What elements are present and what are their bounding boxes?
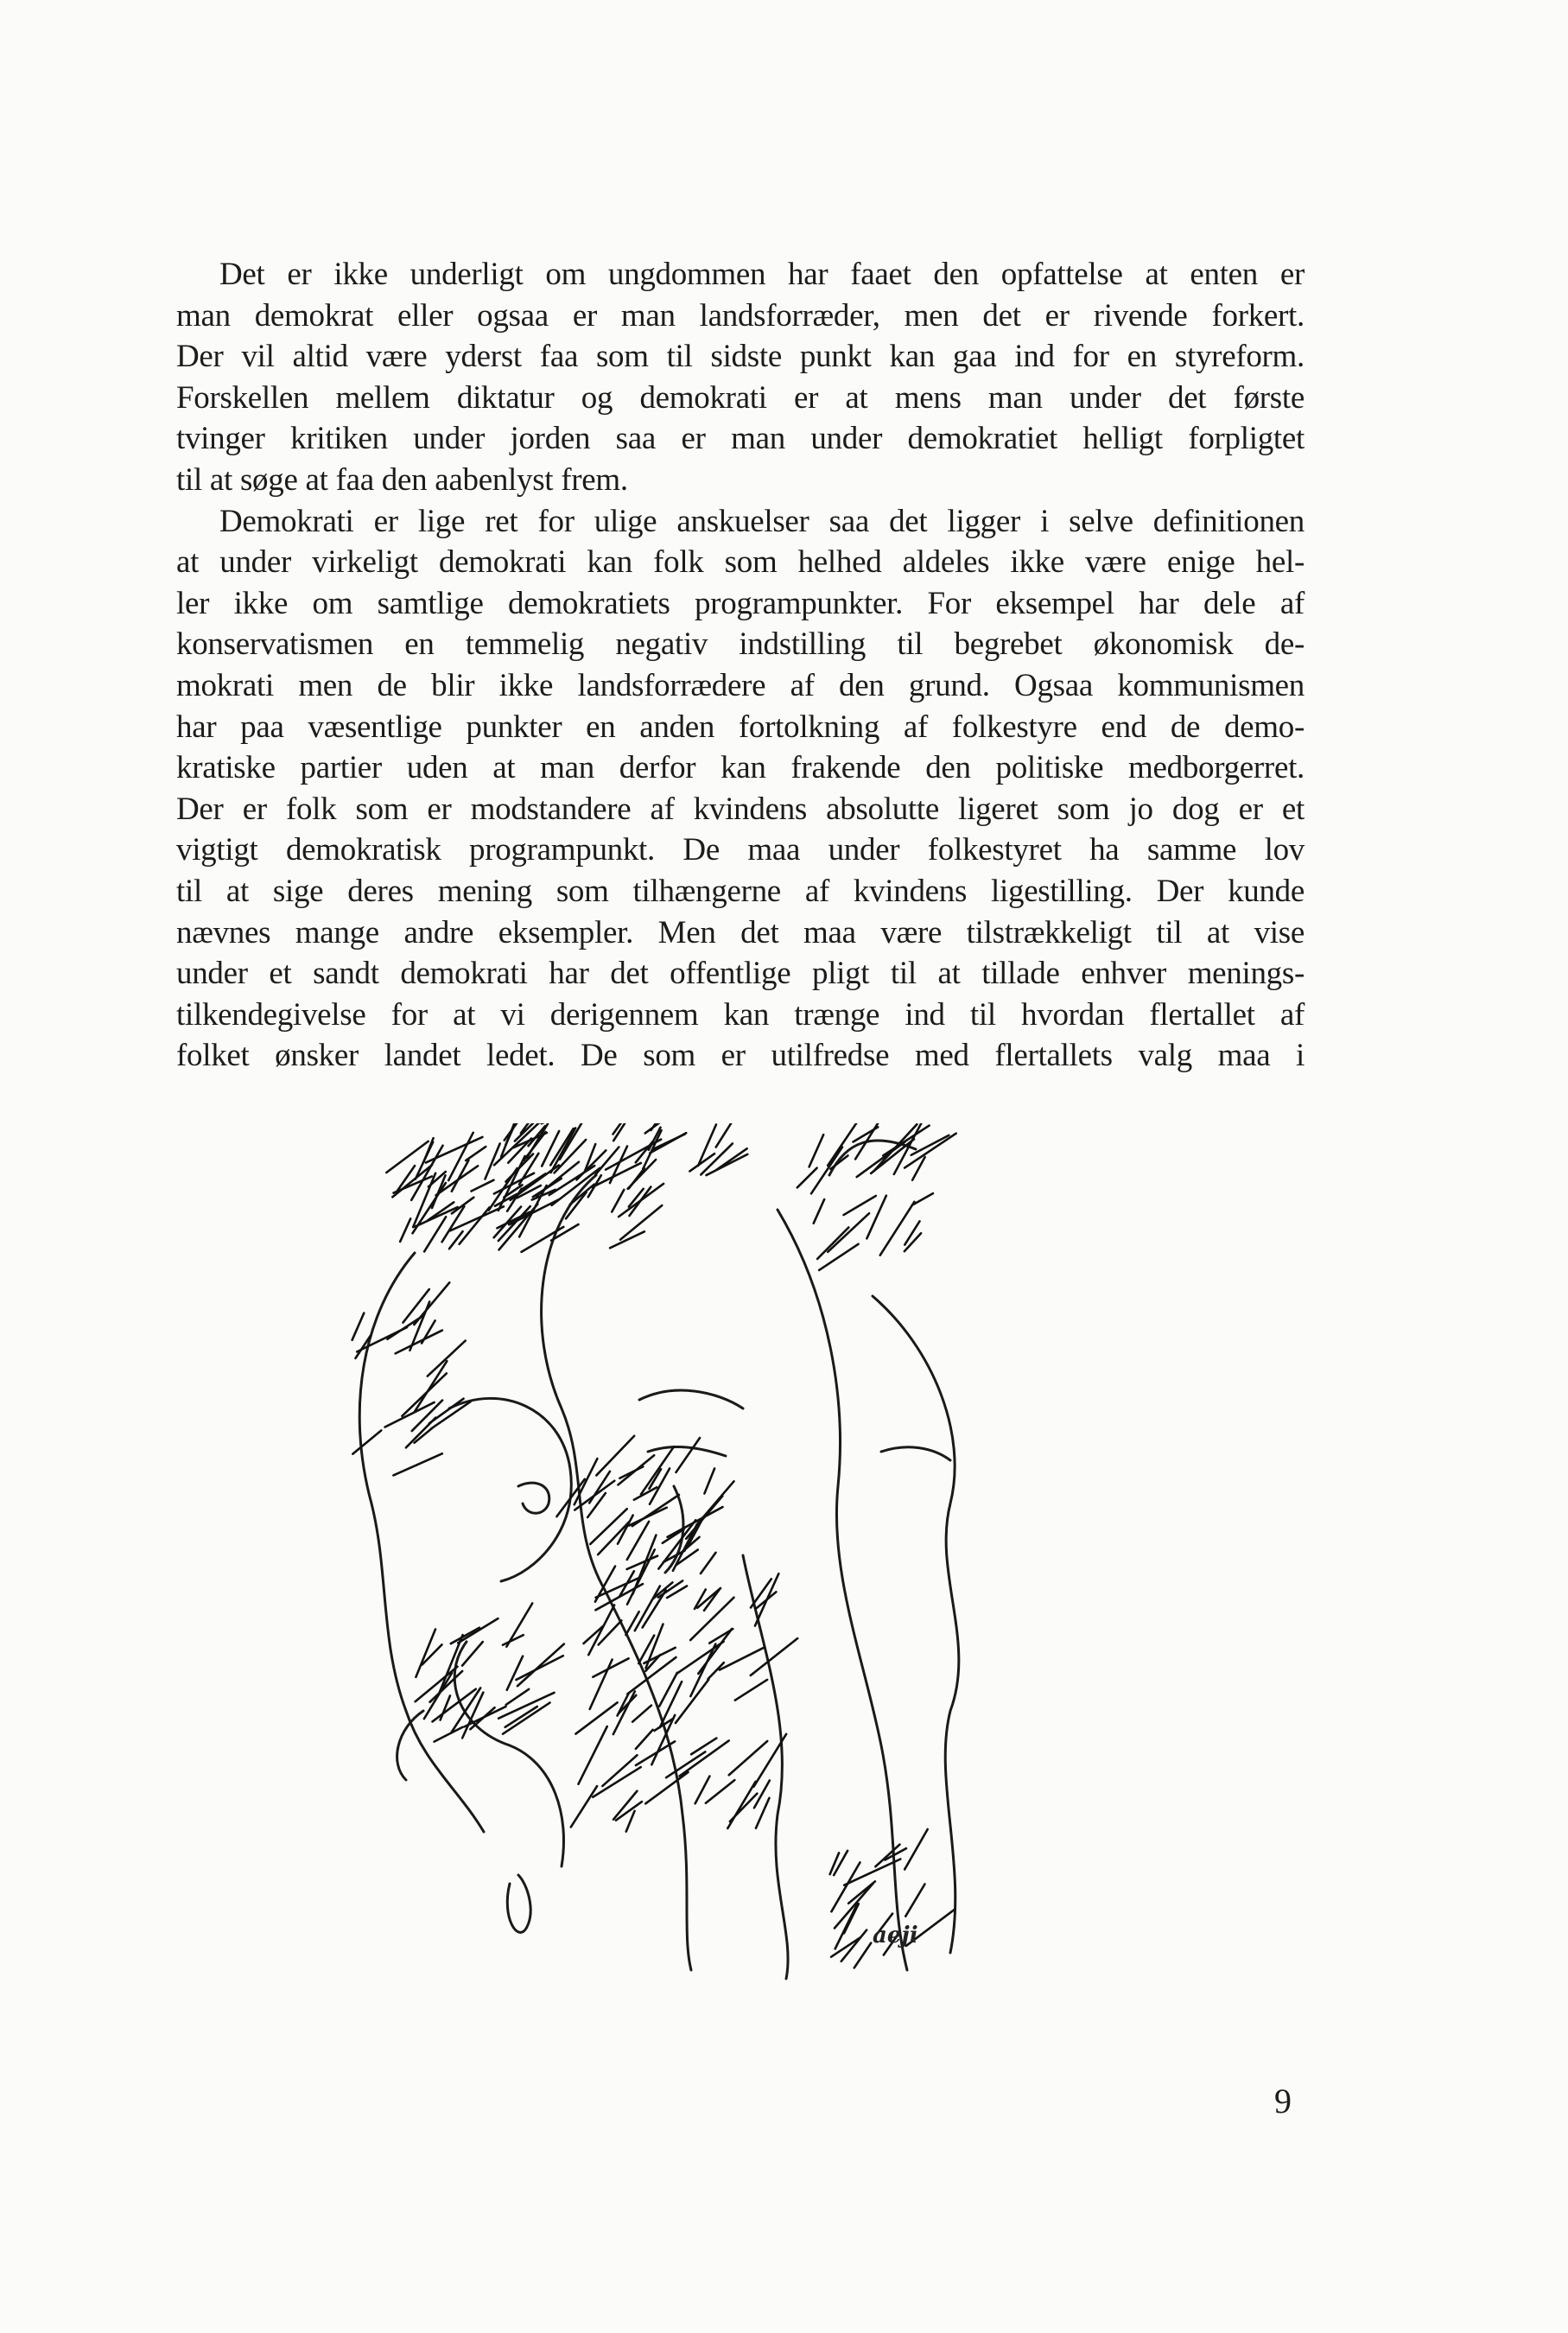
sketch-hatch-stroke-hair-right — [828, 1213, 869, 1252]
sketch-hatch-stroke-beard — [587, 1493, 606, 1517]
sketch-hatch-stroke-beard — [735, 1680, 767, 1700]
sketch-hatch-stroke-shadow — [506, 1689, 529, 1705]
sketch-hatch-stroke-beard — [708, 1662, 723, 1679]
body-text — [176, 254, 1305, 1077]
sketch-hatch-stroke-hair-right — [809, 1135, 824, 1166]
sketch-hatch-stroke-beard — [627, 1522, 649, 1560]
sketch-hatch-stroke-hair — [716, 1123, 733, 1147]
sketch-hatch-stroke-beard — [667, 1586, 687, 1599]
sketch-hatch-stroke-beard — [590, 1660, 613, 1709]
sketch-hatch-stroke-hair — [613, 1123, 638, 1135]
sketch-hatch-stroke-hair — [466, 1147, 486, 1160]
sketch-hatch-stroke-hand — [835, 1883, 873, 1928]
sketch-hatch-stroke-beard — [650, 1468, 670, 1503]
sketch-hatch-stroke-cheek — [393, 1453, 441, 1475]
sketch-hatch-stroke-hair — [550, 1128, 573, 1165]
page-number: 9 — [1274, 2082, 1292, 2120]
sketch-hatch-stroke-beard — [701, 1553, 715, 1573]
sketch-hatch-stroke-cheek — [403, 1289, 429, 1323]
sketch-hatch-stroke-shadow — [517, 1644, 564, 1687]
text-line: mokrati men de blir ikke landsforrædere af den grund. Ogsaa kommunismen — [176, 667, 1305, 703]
sketch-hatch-stroke-cheek — [352, 1430, 381, 1453]
sketch-hatch-stroke-cheek — [428, 1341, 466, 1376]
sketch-hatch-stroke-shadow — [503, 1703, 549, 1734]
sketch-hatch-stroke-beard — [619, 1466, 643, 1478]
sketch-hatch-stroke-beard — [636, 1741, 675, 1765]
sketch-hatch-stroke-hair — [449, 1231, 463, 1249]
sketch-hatch-stroke-cheek — [402, 1373, 446, 1415]
sketch-hatch-stroke-shadow — [435, 1727, 463, 1742]
text-line: ler ikke om samtlige demokratiets programpunkter. For eksempel har dele af — [176, 585, 1305, 621]
sketch-hatch-stroke-hair-right — [913, 1193, 933, 1205]
sketch-hatch-stroke-beard — [632, 1706, 651, 1722]
text-line: under et sandt demokrati har det offentlige pligt til at tillade enhver menings- — [176, 956, 1305, 992]
text-line: Der er folk som er modstandere af kvindens absolutte ligeret som jo dog er et — [176, 791, 1305, 827]
sketch-hatch-stroke-beard — [596, 1436, 634, 1476]
sketch-hatch-stroke-beard — [625, 1611, 638, 1635]
text-line: man demokrat eller ogsaa er man landsforræder, men det er rivende forkert. — [176, 297, 1305, 334]
sketch-hatch-stroke-beard — [599, 1620, 622, 1644]
sketch-hatch-stroke-beard — [636, 1730, 653, 1749]
sketch-hatch-stroke-hair-right — [797, 1168, 817, 1188]
sketch-hatch-stroke-hair — [522, 1227, 564, 1252]
sketch-hatch-stroke-shadow — [516, 1656, 562, 1680]
sketch-hatch-stroke-beard — [595, 1567, 615, 1602]
sketch-hatch-stroke-beard — [578, 1726, 606, 1784]
sketch-hatch-stroke-hand — [848, 1881, 875, 1903]
artist-signature: aeji — [873, 1923, 918, 1948]
text-line: til at søge at faa den aabenlyst frem. — [176, 461, 628, 498]
sketch-hatch-stroke-hair — [452, 1198, 473, 1214]
text-line: at under virkeligt demokrati kan folk som helhed aldeles ikke være enige hel- — [176, 544, 1305, 581]
text-line: har paa væsentlige punkter en anden fortolkning af folkestyre end de demo- — [176, 709, 1305, 745]
sketch-hatch-stroke-beard — [704, 1468, 714, 1493]
sketch-hatch-stroke-hand — [905, 1884, 924, 1916]
text-line: Det er ikke underligt om ungdommen har faaet den opfattelse at enten er — [219, 257, 1305, 292]
sketch-hatch-stroke-cheek — [414, 1282, 449, 1325]
sketch-hatch-stroke-hand — [854, 1943, 871, 1968]
sketch-hatch-stroke-hair — [394, 1176, 432, 1192]
sketch-hatch-stroke-hair — [645, 1123, 687, 1133]
text-line: Forskellen mellem diktatur og demokrati er at mens man under det første — [176, 379, 1305, 416]
text-line: til at sige deres mening som tilhængerne af kvindens ligestilling. Der kunde — [176, 873, 1305, 909]
sketch-hatch-stroke-shadow — [458, 1618, 498, 1643]
sketch-hatch-stroke-hair — [432, 1175, 445, 1208]
sketch-hatch-stroke-hair — [400, 1218, 410, 1242]
text-line: konservatismen en temmelig negativ indstilling til begrebet økonomisk de- — [176, 626, 1305, 663]
sketch-hatch-stroke-beard — [571, 1786, 597, 1827]
sketch-hatch-stroke-hand — [905, 1829, 928, 1869]
sketch-hatch-stroke-hair — [612, 1190, 624, 1212]
sketch-hatch-stroke-beard — [755, 1573, 778, 1625]
text-line: vigtigt demokratisk programpunkt. De maa under folkestyret ha samme lov — [176, 832, 1305, 868]
sketch-hatch-stroke-beard — [706, 1780, 734, 1803]
sketch-hatch-stroke-beard — [575, 1702, 617, 1733]
sketch-hatch-stroke-hair-right — [867, 1196, 886, 1239]
sketch-hatch-stroke-hand — [844, 1859, 900, 1885]
sketch-hatch-stroke-shadow — [441, 1696, 450, 1720]
sketch-far-right-profile — [873, 1296, 959, 1953]
sketch-hatch-stroke-beard — [695, 1777, 710, 1804]
sketch-hatch-stroke-hair — [494, 1123, 541, 1165]
sketch-hatch-stroke-hair — [610, 1147, 627, 1184]
text-line: kratiske partier uden at man derfor kan frakende den politiske medborgerret. — [176, 750, 1305, 786]
sketch-hatch-stroke-hair — [716, 1148, 746, 1169]
sketch-hatch-stroke-hand — [830, 1853, 839, 1874]
sketch-hatch-stroke-beard — [720, 1647, 765, 1669]
text-line: Demokrati er lige ret for ulige anskuelser saa det ligger i selve definitionen — [219, 503, 1305, 539]
sketch-hatch-stroke-hair-right — [819, 1244, 858, 1270]
sketch-hatch-stroke-hair-right — [844, 1196, 876, 1215]
sketch-hatch-stroke-beard — [676, 1438, 700, 1472]
text-line: tvinger kritiken under jorden saa er man under demokratiet helligt forpligtet — [176, 421, 1305, 457]
sketch-hatch-stroke-beard — [729, 1741, 767, 1775]
sketch-hatch-stroke-beard — [613, 1691, 635, 1734]
ink-sketch-illustration — [311, 1123, 1123, 1987]
sketch-hatch-stroke-hair — [551, 1128, 576, 1172]
sketch-hatch-stroke-beard — [598, 1522, 629, 1554]
sketch-hatch-stroke-shadow — [505, 1707, 537, 1727]
sketch-hatch-stroke-beard — [730, 1794, 758, 1821]
sketch-hatch-stroke-hair — [472, 1180, 494, 1192]
text-line: Der vil altid være yderst faa som til sidste punkt kan gaa ind for en styreform. — [176, 339, 1305, 375]
sketch-hatch-stroke-hair — [629, 1168, 644, 1188]
sketch-hatch-stroke-beard — [709, 1629, 733, 1643]
sketch-hatch-stroke-beard — [635, 1586, 660, 1631]
text-line: tilkendegivelse for at vi derigennem kan trænge ind til hvordan flertallet af — [176, 996, 1305, 1033]
sketch-hatch-stroke-hand — [875, 1845, 899, 1867]
sketch-hatch-stroke-cheek — [396, 1331, 442, 1354]
sketch-hatch-stroke-beard — [626, 1811, 635, 1832]
text-line: folket ønsker landet ledet. De som er utilfredse med flertallets valg maa i — [176, 1038, 1305, 1074]
sketch-hatch-stroke-hair-right — [814, 1199, 824, 1224]
sketch-hatch-stroke-cheek — [352, 1313, 365, 1340]
sketch-hatch-stroke-beard — [618, 1516, 633, 1544]
sketch-hatch-stroke-beard — [593, 1767, 640, 1797]
sketch-hatch-stroke-shadow — [451, 1628, 479, 1643]
sketch-hatch-stroke-beard — [727, 1782, 755, 1828]
sketch-hatch-stroke-beard — [588, 1605, 614, 1655]
text-line: nævnes mange andre eksempler. Men det maa være tilstrækkeligt til at vise — [176, 914, 1305, 950]
sketch-hatch-stroke-beard — [659, 1673, 677, 1707]
sketch-hatch-stroke-hair — [452, 1160, 469, 1192]
sketch-hatch-stroke-beard — [751, 1638, 797, 1675]
